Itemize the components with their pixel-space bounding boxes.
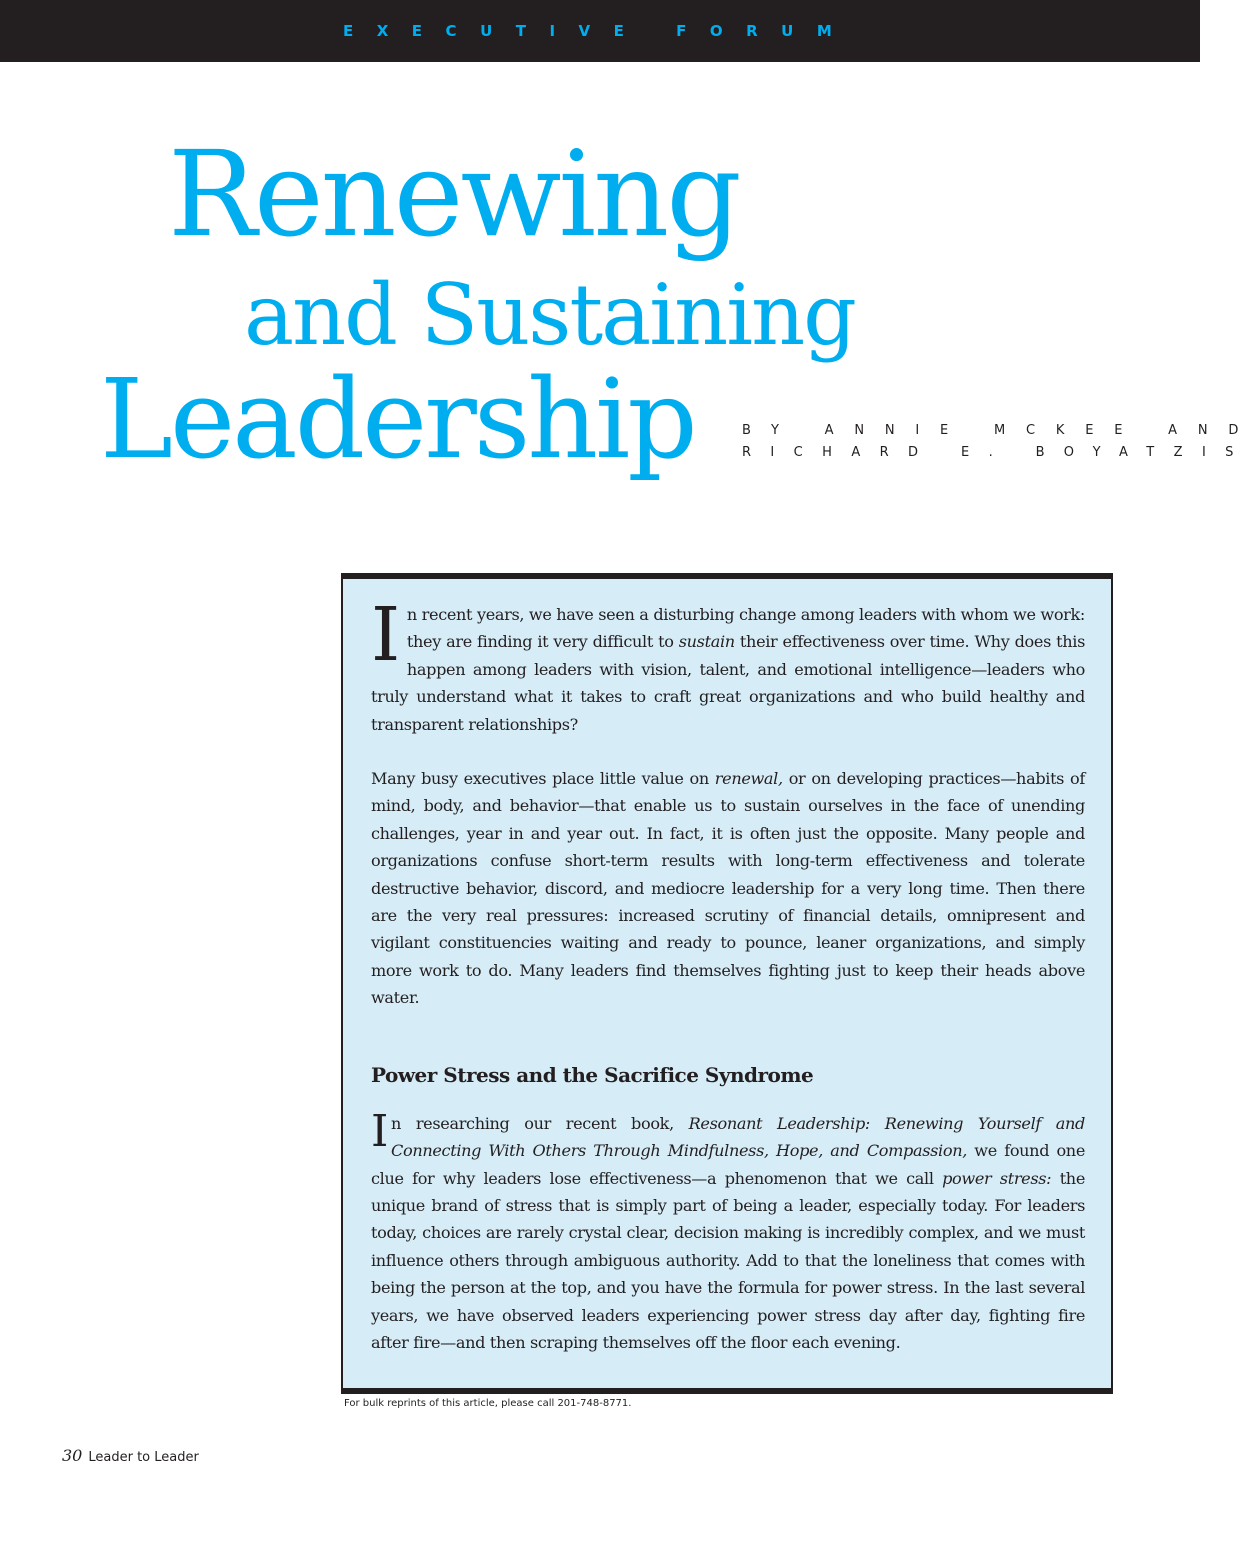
title-line-3: Leadership [100,355,695,483]
text-run: n researching our recent book, [391,1113,689,1133]
text-run: their effectiveness over time. Why does this happen among leaders with vision, talent, and emotional intelligence—leaders who truly understand what it takes to craft great organizations and who build healthy and transparent relationships? [371,632,1085,734]
text-run: n recent years, we have seen a disturbing change among leaders with whom we work: they are finding it very difficult to [406,605,1085,652]
book-title: Resonant Leadership: Renewing Yourself and Connecting With Others Through Mindfulness, Hope, and Compassion, [391,1113,1085,1161]
text-run: Many busy executives place little value on [371,769,715,789]
text-run: we found one clue for why leaders lose effectiveness—a phenomenon that we call [371,1141,1085,1188]
section-heading: Power Stress and the Sacrifice Syndrome [371,1062,814,1087]
title-line-1: Renewing [168,125,739,263]
text-run: the unique brand of stress that is simply part of being a leader, especially today. For leaders today, choices are rarely crystal clear, decision making is incredibly complex, and we must influence others through ambiguous authority. Add to that the loneliness that comes with being the person at the top, and you have the formula for power stress. In the last several years, we have observed leaders experiencing power stress day after day, fighting fire after fire—and then scraping themselves off the floor each evening. [371,1168,1085,1352]
intro-box [341,573,1113,1394]
page-number: 30 [62,1446,83,1465]
title-line-2: and Sustaining [244,266,855,364]
text-run: or on developing practices—habits of mind, body, and behavior—that enable us to sustain ourselves in the face of unending challenges, year in and year out. In fact, it is often just the opposite. Many people and organizations confuse short-term results with long-term effectiveness and tolerate destructive behavior, discord, and mediocre leadership for a very long time. Then there are the very real pressures: increased scrutiny of financial details, omnipresent and vigilant constituencies waiting and ready to pounce, leaner organizations, and simply more work to do. Many leaders find themselves fighting just to keep their heads above water. [371,769,1085,1008]
header-bar [0,0,1200,62]
page-footer [62,1446,199,1465]
publication-name: Leader to Leader [88,1450,199,1465]
drop-cap: I [371,592,400,678]
reprint-note: For bulk reprints of this article, please call 201-748-8771. [344,1398,632,1409]
intro-paragraph-2 [371,765,1085,1012]
intro-text [371,592,1085,1356]
drop-cap: I [371,1105,389,1157]
section-label: EXECUTIVE FORUM [343,22,856,40]
byline-line-1: BY ANNIE MCKEE AND [742,423,1259,438]
emphasis: renewal, [714,769,783,789]
intro-paragraph-3 [371,1105,1085,1357]
emphasis: power stress: [942,1168,1052,1188]
emphasis: sustain [678,632,735,652]
intro-paragraph-1 [371,592,1085,738]
byline-line-2: RICHARD E. BOYATZIS [742,445,1253,460]
